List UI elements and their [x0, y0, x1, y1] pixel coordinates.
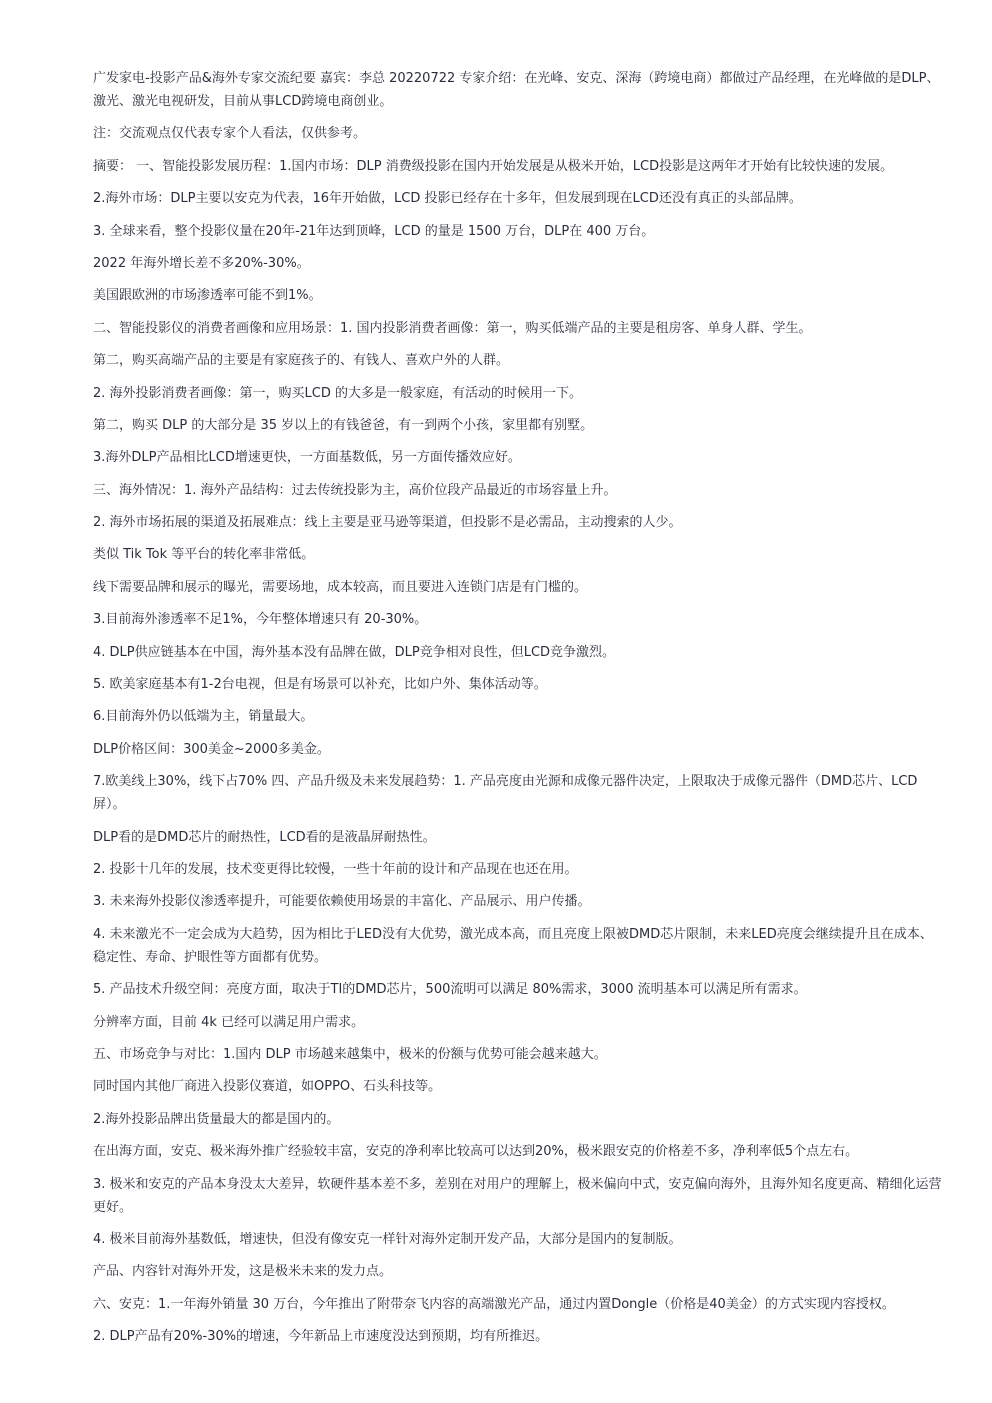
paragraph: 2. 海外投影消费者画像：第一，购买LCD 的大多是一般家庭，有活动的时候用一下。: [93, 385, 582, 401]
paragraph-header: 广发家电-投影产品&海外专家交流纪要 嘉宾：李总 20220722 专家介绍：在光峰、安克、深海（跨境电商）都做过产品经理，在光峰做的是DLP、激光、激光电视研发，目前从事LCD跨境电商创业。: [93, 71, 940, 109]
paragraph: 同时国内其他厂商进入投影仪赛道，如OPPO、石头科技等。: [93, 1079, 442, 1095]
paragraph: DLP价格区间：300美金~2000多美金。: [93, 741, 330, 757]
paragraph: 在出海方面，安克、极米海外推广经验较丰富，安克的净利率比较高可以达到20%，极米跟安克的价格差不多，净利率低5个点左右。: [93, 1144, 859, 1160]
paragraph: 4. 极米目前海外基数低，增速快，但没有像安克一样针对海外定制开发产品，大部分是国内的复制版。: [93, 1231, 682, 1247]
paragraph: 5. 产品技术升级空间：亮度方面，取决于TI的DMD芯片，500流明可以满足 80%需求，3000 流明基本可以满足所有需求。: [93, 982, 807, 998]
paragraph: 产品、内容针对海外开发，这是极米未来的发力点。: [93, 1264, 393, 1280]
paragraph: 3.目前海外渗透率不足1%，今年整体增速只有 20-30%。: [93, 612, 428, 628]
paragraph: 六、安克：1.一年海外销量 30 万台，今年推出了附带奈飞内容的高端激光产品，通过内置Dongle（价格是40美金）的方式实现内容授权。: [93, 1296, 895, 1312]
paragraph: 4. DLP供应链基本在中国，海外基本没有品牌在做，DLP竞争相对良性，但LCD竞争激烈。: [93, 644, 616, 660]
paragraph: 3. 全球来看，整个投影仪量在20年-21年达到顶峰，LCD 的量是 1500 万台，DLP在 400 万台。: [93, 223, 655, 239]
paragraph: 2. 海外市场拓展的渠道及拓展难点：线上主要是亚马逊等渠道，但投影不是必需品，主动搜索的人少。: [93, 515, 682, 531]
paragraph: 3.海外DLP产品相比LCD增速更快，一方面基数低，另一方面传播效应好。: [93, 450, 521, 466]
document-body: [93, 67, 943, 1357]
paragraph: 美国跟欧洲的市场渗透率可能不到1%。: [93, 288, 322, 304]
paragraph: 2.海外市场：DLP主要以安克为代表，16年开始做，LCD 投影已经存在十多年，但发展到现在LCD还没有真正的头部品牌。: [93, 191, 802, 207]
paragraph: 第二，购买高端产品的主要是有家庭孩子的、有钱人、喜欢户外的人群。: [93, 353, 510, 369]
paragraph: 3. 极米和安克的产品本身没太大差异，软硬件基本差不多，差别在对用户的理解上，极米偏向中式，安克偏向海外，且海外知名度更高、精细化运营更好。: [93, 1176, 942, 1215]
paragraph: 第二，购买 DLP 的大部分是 35 岁以上的有钱爸爸，有一到两个小孩，家里都有别墅。: [93, 417, 594, 433]
paragraph: 6.目前海外仍以低端为主，销量最大。: [93, 709, 314, 725]
paragraph-disclaimer: 注：交流观点仅代表专家个人看法，仅供参考。: [93, 126, 367, 142]
paragraph: 二、智能投影仪的消费者画像和应用场景：1. 国内投影消费者画像：第一，购买低端产品的主要是租房客、单身人群、学生。: [93, 320, 812, 336]
paragraph: 2.海外投影品牌出货量最大的都是国内的。: [93, 1111, 340, 1127]
paragraph: 分辨率方面，目前 4k 已经可以满足用户需求。: [93, 1014, 365, 1030]
paragraph: 五、市场竞争与对比：1.国内 DLP 市场越来越集中，极米的份额与优势可能会越来越大。: [93, 1046, 607, 1062]
paragraph: 7.欧美线上30%，线下占70% 四、产品升级及未来发展趋势：1. 产品亮度由光源和成像元器件决定，上限取决于成像元器件（DMD芯片、LCD屏）。: [93, 774, 918, 813]
paragraph: DLP看的是DMD芯片的耐热性，LCD看的是液晶屏耐热性。: [93, 829, 436, 845]
paragraph: 5. 欧美家庭基本有1-2台电视，但是有场景可以补充，比如户外、集体活动等。: [93, 677, 547, 693]
paragraph: 摘要： 一、智能投影发展历程：1.国内市场：DLP 消费级投影在国内开始发展是从极米开始，LCD投影是这两年才开始有比较快速的发展。: [93, 158, 894, 174]
paragraph: 2. 投影十几年的发展，技术变更得比较慢，一些十年前的设计和产品现在也还在用。: [93, 861, 578, 877]
paragraph: 4. 未来激光不一定会成为大趋势，因为相比于LED没有大优势，激光成本高，而且亮度上限被DMD芯片限制，未来LED亮度会继续提升且在成本、稳定性、寿命、护眼性等方面都有优势。: [93, 926, 933, 965]
paragraph: 2022 年海外增长差不多20%-30%。: [93, 255, 310, 271]
paragraph: 线下需要品牌和展示的曝光，需要场地，成本较高，而且要进入连锁门店是有门槛的。: [93, 579, 588, 595]
paragraph: 类似 Tik Tok 等平台的转化率非常低。: [93, 547, 315, 563]
paragraph: 3. 未来海外投影仪渗透率提升，可能要依赖使用场景的丰富化、产品展示、用户传播。: [93, 894, 591, 910]
paragraph: 三、海外情况：1. 海外产品结构：过去传统投影为主，高价位段产品最近的市场容量上升。: [93, 482, 617, 498]
paragraph: 2. DLP产品有20%-30%的增速，今年新品上市速度没达到预期，均有所推迟。: [93, 1329, 549, 1345]
